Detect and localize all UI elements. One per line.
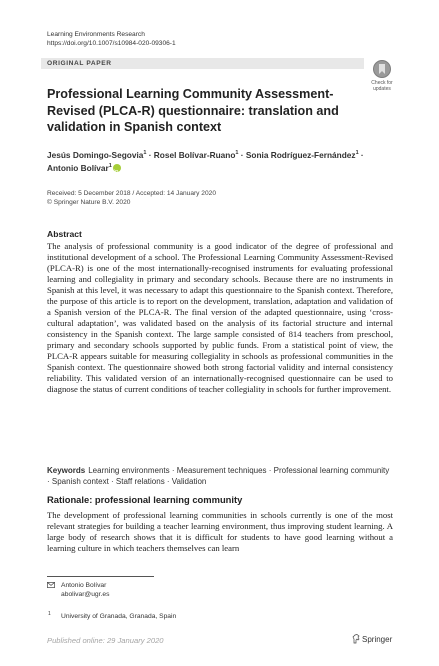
author[interactable]: Rosel Bolívar-Ruano$^1$ (153, 150, 239, 160)
author[interactable]: Sonia Rodríguez-Fernández$^1$ (245, 150, 359, 160)
affiliation-number: 1 (48, 611, 51, 617)
bookmark-icon (373, 60, 391, 78)
article-title: Professional Learning Community Assessment-Revised (PLCA-R) questionnaire: translation and validation in Spanish context (47, 87, 339, 135)
corresponding-author-name: Antonio Bolívar (61, 582, 107, 589)
journal-header (47, 31, 176, 48)
check-for-updates-label: Check for updates (371, 80, 393, 92)
springer-horse-icon (352, 634, 361, 644)
orcid-icon[interactable] (113, 164, 121, 172)
body-paragraph: The development of professional learning communities in schools currently is one of the most relevant strategies for building a teacher learning environment, thus improving student learning. A large body of research shows that it is difficult for students to have good learning without a learning culture in which teachers themselves can learn (47, 510, 393, 553)
section-heading: Rationale: professional learning community (47, 494, 243, 505)
keywords-label: Keywords (47, 466, 86, 475)
journal-doi[interactable]: https://doi.org/10.1007/s10984-020-09306-1 (47, 39, 176, 47)
keywords-list: Learning environments · Measurement techniques · Professional learning community · Spanish context · Staff relations · Validation (47, 466, 390, 486)
author[interactable]: Antonio Bolívar$^1$ (47, 163, 112, 173)
footnote-divider (47, 576, 154, 577)
author[interactable]: Jesús Domingo-Segovia$^1$ (47, 150, 147, 160)
corresponding-author-email[interactable]: abolivar@ugr.es (61, 591, 110, 599)
affiliation-text: University of Granada, Granada, Spain (61, 613, 177, 620)
author-list: Jesús Domingo-Segovia$^1$ · Rosel Bolívar-Ruano$^1$ · Sonia Rodríguez-Fernández$^1$ · Antonio Bolívar$^1$iD (47, 149, 387, 175)
received-accepted-dates: Received: 5 December 2018 / Accepted: 14 January 2020 (47, 190, 216, 197)
keywords (47, 465, 393, 487)
publisher-name: Springer (362, 635, 393, 644)
abstract-heading: Abstract (47, 229, 82, 239)
article-dates (47, 190, 216, 207)
paper-type-bar (41, 58, 364, 69)
abstract-text: The analysis of professional community is a good indicator of the degree of professional and institutional development of a school. The Professional Learning Community Assessment-Revised (PLCA-R) is one of the most internationally-recognised instruments for evaluating professional learning and collegiality in primary and secondary schools. Because there are no instruments in Spanish at this level, it was necessary to adapt this questionnaire to the Spanish context. Therefore, the purpose of this article is to report on the development, translation, adaptation and validation of a Spanish version of the PLCA-R. The final version of the adapted questionnaire, using ‘cross-cultural adaptation’, was validated based on the analysis of its factorial structure and internal consistency in the Spanish context. The large sample consisted of 814 teachers from preschool, primary and secondary schools supported by public funds. From a statistical point of view, the PLCA-R appears suitable for measuring collegiality in schools as professional communities in the Spanish context. The questionnaire showed both strong factorial validity and internal consistency reliability. This validated version of an internationally-recognised questionnaire can be used to diagnose the status of current conditions of teacher collegiality in schools for further improvement. (47, 241, 393, 394)
copyright-line: © Springer Nature B.V. 2020 (47, 198, 131, 206)
journal-name: Learning Environments Research (47, 31, 145, 38)
envelope-icon (47, 582, 55, 588)
paper-type-label: ORIGINAL PAPER (47, 59, 112, 67)
published-online-date: Published online: 29 January 2020 (47, 636, 164, 645)
